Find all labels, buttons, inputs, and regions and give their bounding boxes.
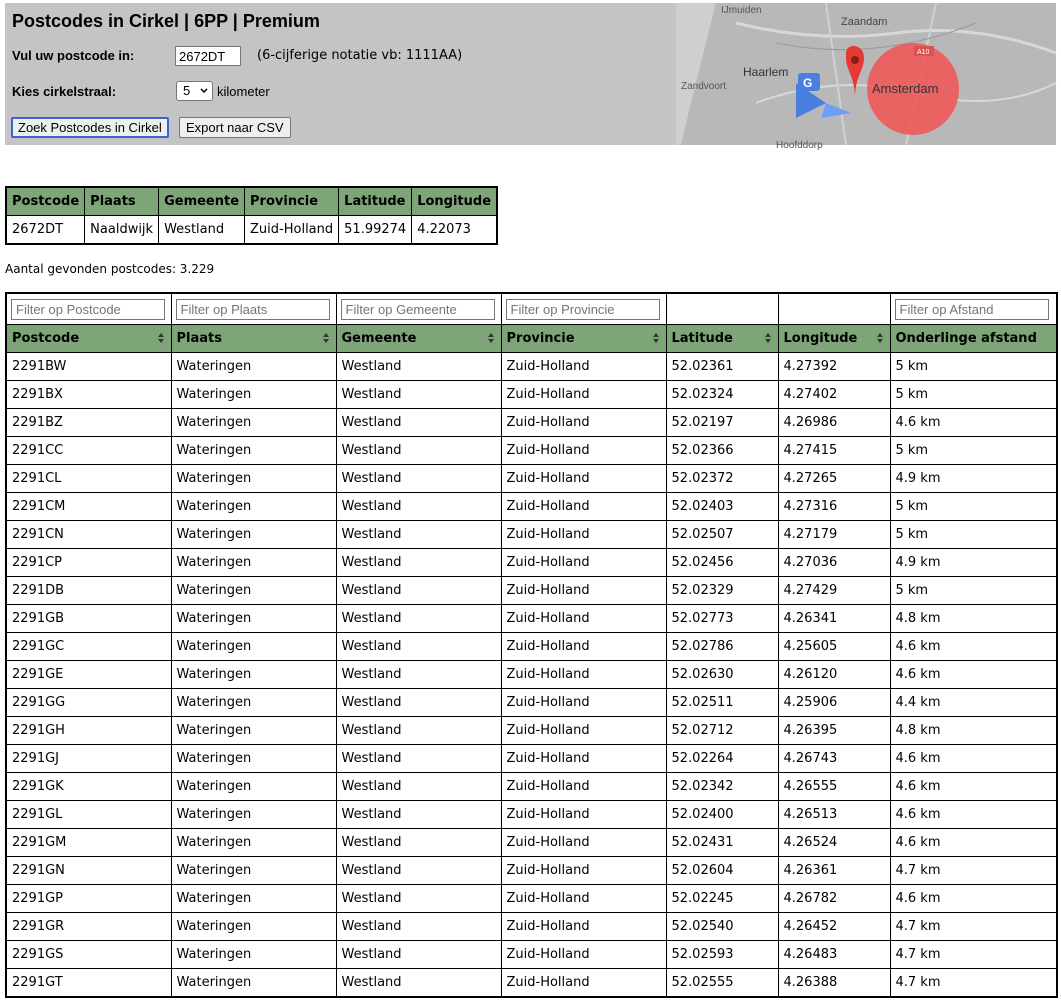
table-row [6, 773, 1057, 801]
sort-icon [652, 331, 660, 345]
filter-gemeente-input[interactable] [341, 299, 495, 320]
cell-afstand: 4.9 km [890, 549, 1057, 577]
sort-header-postcode[interactable] [6, 325, 171, 353]
cell-plaats: Wateringen [171, 913, 336, 941]
cell-latitude: 52.02324 [666, 381, 778, 409]
sort-icon [764, 331, 772, 345]
cell-postcode: 2291CL [6, 465, 171, 493]
cell-latitude: 52.02361 [666, 353, 778, 381]
selected-header-row [6, 187, 497, 216]
cell-latitude: 52.02511 [666, 689, 778, 717]
cell-gemeente: Westland [336, 605, 501, 633]
results-header-row [6, 325, 1057, 353]
cell-longitude: 4.26341 [778, 605, 890, 633]
cell-gemeente: Westland [336, 745, 501, 773]
cell-plaats: Wateringen [171, 465, 336, 493]
header-label: Longitude [783, 331, 858, 346]
cell-gemeente: Westland [336, 381, 501, 409]
search-button[interactable]: Zoek Postcodes in Cirkel [11, 117, 169, 138]
cell-provincie: Zuid-Holland [245, 216, 339, 245]
map-banner [676, 3, 1056, 151]
cell-provincie: Zuid-Holland [501, 549, 666, 577]
cell-afstand: 4.6 km [890, 633, 1057, 661]
cell-latitude: 52.02403 [666, 493, 778, 521]
header-label: Latitude [671, 331, 733, 346]
table-row [6, 633, 1057, 661]
cell-longitude: 4.26388 [778, 969, 890, 998]
map-label-hoofddorp: Hoofddorp [776, 140, 823, 151]
cell-provincie: Zuid-Holland [501, 661, 666, 689]
cell-latitude: 52.02431 [666, 829, 778, 857]
header-label: Postcode [12, 331, 80, 346]
col-plaats: Plaats [85, 187, 159, 216]
cell-longitude: 4.26555 [778, 773, 890, 801]
cell-latitude: 52.02197 [666, 409, 778, 437]
cell-plaats: Wateringen [171, 577, 336, 605]
cell-plaats: Naaldwijk [85, 216, 159, 245]
cell-latitude: 52.02773 [666, 605, 778, 633]
filter-row [6, 293, 1057, 325]
radius-value: 5 [183, 83, 191, 98]
cell-plaats: Wateringen [171, 521, 336, 549]
cell-gemeente: Westland [336, 717, 501, 745]
cell-postcode: 2291BZ [6, 409, 171, 437]
cell-afstand: 5 km [890, 521, 1057, 549]
cell-longitude: 4.26782 [778, 885, 890, 913]
cell-postcode: 2291CC [6, 437, 171, 465]
svg-text:G: G [803, 76, 813, 90]
cell-latitude: 52.02342 [666, 773, 778, 801]
cell-longitude: 4.27036 [778, 549, 890, 577]
cell-plaats: Wateringen [171, 549, 336, 577]
cell-gemeente: Westland [336, 353, 501, 381]
cell-postcode: 2291GE [6, 661, 171, 689]
cell-provincie: Zuid-Holland [501, 913, 666, 941]
filter-cell [6, 293, 171, 325]
cell-longitude: 4.27265 [778, 465, 890, 493]
table-row [6, 605, 1057, 633]
export-csv-button[interactable]: Export naar CSV [179, 117, 291, 138]
cell-longitude: 4.25906 [778, 689, 890, 717]
map-label-zandvoort: Zandvoort [681, 81, 727, 92]
cell-plaats: Wateringen [171, 437, 336, 465]
cell-gemeente: Westland [336, 661, 501, 689]
cell-gemeente: Westland [336, 801, 501, 829]
table-row [6, 913, 1057, 941]
cell-plaats: Wateringen [171, 381, 336, 409]
cell-postcode: 2291GK [6, 773, 171, 801]
chevron-down-icon [199, 82, 209, 107]
cell-provincie: Zuid-Holland [501, 745, 666, 773]
postcode-input[interactable] [175, 46, 241, 66]
cell-latitude: 52.02604 [666, 857, 778, 885]
cell-postcode: 2291DB [6, 577, 171, 605]
cell-provincie: Zuid-Holland [501, 857, 666, 885]
table-row [6, 745, 1057, 773]
cell-postcode: 2291GP [6, 885, 171, 913]
filter-cell [336, 293, 501, 325]
cell-longitude: 4.26513 [778, 801, 890, 829]
cell-plaats: Wateringen [171, 689, 336, 717]
cell-postcode: 2291GR [6, 913, 171, 941]
cell-longitude: 4.25605 [778, 633, 890, 661]
table-row [6, 941, 1057, 969]
cell-provincie: Zuid-Holland [501, 633, 666, 661]
cell-longitude: 4.26483 [778, 941, 890, 969]
cell-afstand: 4.6 km [890, 885, 1057, 913]
table-row [6, 521, 1057, 549]
filter-cell-empty [666, 293, 778, 325]
result-count: Aantal gevonden postcodes: 3.229 [5, 262, 215, 276]
cell-latitude: 52.02540 [666, 913, 778, 941]
cell-postcode: 2291GN [6, 857, 171, 885]
sort-header-afstand[interactable] [890, 325, 1057, 353]
cell-provincie: Zuid-Holland [501, 577, 666, 605]
cell-longitude: 4.26452 [778, 913, 890, 941]
map-label-haarlem: Haarlem [743, 65, 789, 79]
cell-provincie: Zuid-Holland [501, 689, 666, 717]
cell-gemeente: Westland [336, 913, 501, 941]
cell-provincie: Zuid-Holland [501, 773, 666, 801]
table-row [6, 465, 1057, 493]
filter-cell [171, 293, 336, 325]
cell-afstand: 4.6 km [890, 409, 1057, 437]
cell-postcode: 2291GB [6, 605, 171, 633]
cell-postcode: 2291GM [6, 829, 171, 857]
cell-postcode: 2291GL [6, 801, 171, 829]
selected-postcode-table [5, 186, 498, 245]
cell-afstand: 4.6 km [890, 829, 1057, 857]
cell-postcode: 2291GH [6, 717, 171, 745]
cell-afstand: 5 km [890, 353, 1057, 381]
postcode-hint: (6-cijferige notatie vb: 1111AA) [257, 48, 463, 63]
cell-afstand: 5 km [890, 437, 1057, 465]
cell-plaats: Wateringen [171, 773, 336, 801]
cell-latitude: 52.02264 [666, 745, 778, 773]
table-row [6, 969, 1057, 998]
cell-latitude: 52.02555 [666, 969, 778, 998]
header-label: Gemeente [341, 331, 417, 346]
header-label: Onderlinge afstand [895, 331, 1037, 346]
cell-longitude: 4.22073 [412, 216, 497, 245]
cell-gemeente: Westland [336, 829, 501, 857]
cell-afstand: 4.8 km [890, 605, 1057, 633]
cell-latitude: 52.02366 [666, 437, 778, 465]
filter-cell [501, 293, 666, 325]
cell-afstand: 4.8 km [890, 717, 1057, 745]
cell-postcode: 2291BX [6, 381, 171, 409]
cell-provincie: Zuid-Holland [501, 493, 666, 521]
table-row [6, 381, 1057, 409]
cell-postcode: 2672DT [6, 216, 85, 245]
table-row [6, 549, 1057, 577]
cell-gemeente: Westland [336, 941, 501, 969]
cell-latitude: 52.02786 [666, 633, 778, 661]
cell-postcode: 2291CP [6, 549, 171, 577]
cell-provincie: Zuid-Holland [501, 829, 666, 857]
cell-plaats: Wateringen [171, 857, 336, 885]
cell-gemeente: Westland [336, 577, 501, 605]
cell-plaats: Wateringen [171, 969, 336, 998]
cell-plaats: Wateringen [171, 941, 336, 969]
col-latitude: Latitude [339, 187, 412, 216]
filter-afstand-input[interactable] [895, 299, 1049, 320]
cell-longitude: 4.26120 [778, 661, 890, 689]
sort-header-plaats[interactable] [171, 325, 336, 353]
table-row [6, 661, 1057, 689]
cell-gemeente: Westland [336, 549, 501, 577]
cell-latitude: 52.02593 [666, 941, 778, 969]
table-row [6, 717, 1057, 745]
cell-plaats: Wateringen [171, 493, 336, 521]
cell-postcode: 2291GG [6, 689, 171, 717]
cell-postcode: 2291GJ [6, 745, 171, 773]
sort-icon [487, 331, 495, 345]
cell-latitude: 52.02400 [666, 801, 778, 829]
sort-header-provincie[interactable] [501, 325, 666, 353]
map-label-zaandam: Zaandam [841, 16, 888, 28]
cell-provincie: Zuid-Holland [501, 969, 666, 998]
table-row [6, 437, 1057, 465]
cell-gemeente: Westland [336, 493, 501, 521]
cell-gemeente: Westland [336, 521, 501, 549]
cell-plaats: Wateringen [171, 409, 336, 437]
table-row [6, 689, 1057, 717]
cell-provincie: Zuid-Holland [501, 717, 666, 745]
cell-longitude: 4.26986 [778, 409, 890, 437]
header-label: Provincie [506, 331, 575, 346]
cell-afstand: 5 km [890, 381, 1057, 409]
cell-latitude: 52.02456 [666, 549, 778, 577]
cell-gemeente: Westland [159, 216, 245, 245]
cell-afstand: 5 km [890, 493, 1057, 521]
cell-provincie: Zuid-Holland [501, 801, 666, 829]
cell-postcode: 2291CN [6, 521, 171, 549]
cell-afstand: 4.7 km [890, 913, 1057, 941]
table-row [6, 801, 1057, 829]
cell-longitude: 4.26361 [778, 857, 890, 885]
cell-provincie: Zuid-Holland [501, 941, 666, 969]
cell-postcode: 2291GS [6, 941, 171, 969]
cell-provincie: Zuid-Holland [501, 409, 666, 437]
cell-gemeente: Westland [336, 633, 501, 661]
cell-afstand: 4.6 km [890, 661, 1057, 689]
cell-gemeente: Westland [336, 885, 501, 913]
cell-afstand: 4.7 km [890, 941, 1057, 969]
cell-afstand: 4.9 km [890, 465, 1057, 493]
cell-longitude: 4.27392 [778, 353, 890, 381]
table-row [6, 577, 1057, 605]
cell-longitude: 4.27316 [778, 493, 890, 521]
col-longitude: Longitude [412, 187, 497, 216]
page-title: Postcodes in Cirkel | 6PP | Premium [12, 11, 320, 31]
cell-plaats: Wateringen [171, 745, 336, 773]
cell-plaats: Wateringen [171, 633, 336, 661]
cell-longitude: 4.26743 [778, 745, 890, 773]
col-postcode: Postcode [6, 187, 85, 216]
cell-postcode: 2291GC [6, 633, 171, 661]
map-label-ijmuiden: IJmuiden [721, 5, 762, 16]
sort-header-gemeente[interactable] [336, 325, 501, 353]
cell-afstand: 4.6 km [890, 773, 1057, 801]
cell-plaats: Wateringen [171, 661, 336, 689]
cell-afstand: 4.4 km [890, 689, 1057, 717]
map-label-amsterdam: Amsterdam [872, 81, 939, 96]
filter-cell-empty [778, 293, 890, 325]
cell-gemeente: Westland [336, 437, 501, 465]
col-gemeente: Gemeente [159, 187, 245, 216]
cell-plaats: Wateringen [171, 801, 336, 829]
cell-plaats: Wateringen [171, 717, 336, 745]
table-row [6, 493, 1057, 521]
cell-afstand: 5 km [890, 577, 1057, 605]
cell-gemeente: Westland [336, 857, 501, 885]
cell-postcode: 2291GT [6, 969, 171, 998]
road-badge-label: A10 [917, 49, 930, 56]
cell-latitude: 52.02245 [666, 885, 778, 913]
filter-postcode-input[interactable] [11, 299, 165, 320]
cell-latitude: 52.02630 [666, 661, 778, 689]
cell-provincie: Zuid-Holland [501, 605, 666, 633]
cell-longitude: 4.27429 [778, 577, 890, 605]
cell-plaats: Wateringen [171, 829, 336, 857]
cell-gemeente: Westland [336, 409, 501, 437]
sort-icon [322, 331, 330, 345]
filter-provincie-input[interactable] [506, 299, 660, 320]
cell-provincie: Zuid-Holland [501, 521, 666, 549]
sort-header-latitude[interactable] [666, 325, 778, 353]
cell-provincie: Zuid-Holland [501, 353, 666, 381]
map-illustration [676, 3, 1056, 151]
cell-gemeente: Westland [336, 689, 501, 717]
cell-plaats: Wateringen [171, 353, 336, 381]
cell-latitude: 51.99274 [339, 216, 412, 245]
cell-latitude: 52.02507 [666, 521, 778, 549]
cell-longitude: 4.26524 [778, 829, 890, 857]
cell-longitude: 4.26395 [778, 717, 890, 745]
cell-longitude: 4.27179 [778, 521, 890, 549]
results-table [5, 292, 1058, 998]
cell-postcode: 2291CM [6, 493, 171, 521]
cell-gemeente: Westland [336, 773, 501, 801]
table-row [6, 885, 1057, 913]
cell-latitude: 52.02372 [666, 465, 778, 493]
sort-icon [876, 331, 884, 345]
cell-latitude: 52.02329 [666, 577, 778, 605]
cell-provincie: Zuid-Holland [501, 885, 666, 913]
cell-plaats: Wateringen [171, 605, 336, 633]
cell-gemeente: Westland [336, 969, 501, 998]
cell-afstand: 4.6 km [890, 745, 1057, 773]
cell-afstand: 4.7 km [890, 857, 1057, 885]
radius-unit: kilometer [217, 84, 270, 99]
cell-postcode: 2291BW [6, 353, 171, 381]
table-row [6, 857, 1057, 885]
selected-row [6, 216, 497, 245]
cell-provincie: Zuid-Holland [501, 437, 666, 465]
table-row [6, 829, 1057, 857]
search-panel [5, 3, 1056, 151]
postcode-label: Vul uw postcode in: [12, 48, 135, 63]
cell-longitude: 4.27415 [778, 437, 890, 465]
filter-plaats-input[interactable] [176, 299, 330, 320]
cell-longitude: 4.27402 [778, 381, 890, 409]
cell-latitude: 52.02712 [666, 717, 778, 745]
sort-icon [157, 331, 165, 345]
radius-select[interactable] [176, 81, 213, 101]
header-label: Plaats [176, 331, 222, 346]
sort-header-longitude[interactable] [778, 325, 890, 353]
radius-label: Kies cirkelstraal: [12, 84, 117, 99]
cell-gemeente: Westland [336, 465, 501, 493]
filter-cell [890, 293, 1057, 325]
cell-provincie: Zuid-Holland [501, 465, 666, 493]
cell-provincie: Zuid-Holland [501, 381, 666, 409]
table-row [6, 353, 1057, 381]
col-provincie: Provincie [245, 187, 339, 216]
cell-plaats: Wateringen [171, 885, 336, 913]
cell-afstand: 4.7 km [890, 969, 1057, 998]
cell-afstand: 4.6 km [890, 801, 1057, 829]
table-row [6, 409, 1057, 437]
